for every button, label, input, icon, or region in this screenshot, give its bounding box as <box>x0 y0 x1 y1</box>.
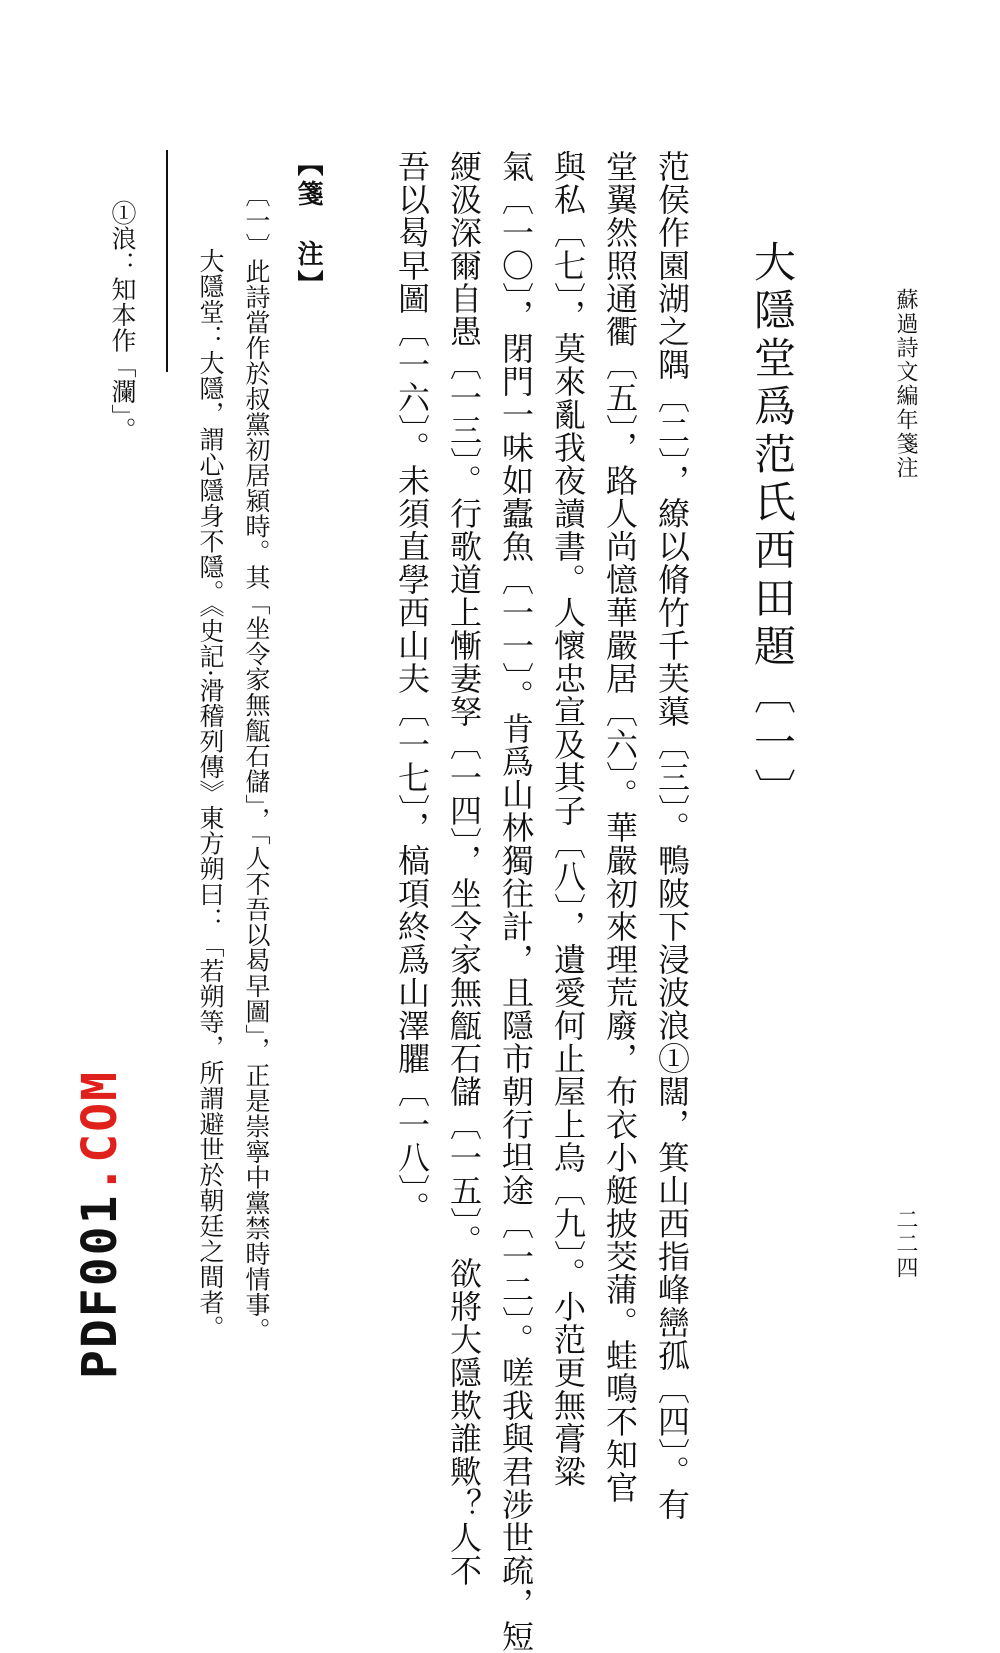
annotation-section-label: 【箋 注】 <box>293 150 323 300</box>
annotation-note-1: 〔一〕此詩當作於叔黨初居潁時。其「坐令家無甔石儲」，「人不吾以曷早圖」，正是崇寧中黨禁時情事。 <box>242 182 271 1343</box>
footnote-divider <box>166 150 168 372</box>
poem-line: 吾以曷早圖〔一六〕。未須直學西山夫〔一七〕，槁項終爲山澤臞〔一八〕。 <box>393 150 431 1224</box>
poem-line: 與私〔七〕，莫來亂我夜讀書。人懷忠宣及其子〔八〕，遺愛何止屋上烏〔九〕。小范更無膏粱 <box>549 150 587 1488</box>
poem-title: 大隱堂爲范氏西田題〔一〕 <box>748 240 797 816</box>
footnote: ①浪：知本作「瀾」。 <box>108 200 137 443</box>
running-header-book-title: 蘇過詩文編年箋注 <box>893 288 918 480</box>
watermark-part-1: PDF001 <box>72 1193 128 1379</box>
poem-line: 堂翼然照通衢〔五〕，路人尚憶華嚴居〔六〕。華嚴初來理荒廢，布衣小艇披茭蒲。蛙鳴不知官 <box>601 150 639 1504</box>
annotation-note-1-continued: 大隱堂：大隱，謂心隱身不隱。《史記·滑稽列傳》東方朔曰：「若朔等，所謂避世於朝廷之間者。 <box>196 248 225 1341</box>
poem-line: 綆汲深爾自愚〔一三〕。行歌道上慚妻孥〔一四〕，坐令家無甔石儲〔一五〕。欲將大隱欺誰歟？人不 <box>445 150 483 1587</box>
watermark-part-2: .COM <box>72 1070 128 1194</box>
page-number: 二二四 <box>893 1208 918 1280</box>
watermark <box>72 1070 128 1379</box>
poem-line: 范侯作園湖之隅〔二〕，繚以脩竹千芙蕖〔三〕。鴨陂下浸波浪①闊，箕山西指峰巒孤〔四〕。有 <box>653 150 691 1521</box>
poem-line: 氣〔一〇〕，閉門一味如蠹魚〔一一〕。肯爲山林獨往計，且隱市朝行坦途〔一二〕。嗟我與君涉世疏，短 <box>497 150 535 1653</box>
